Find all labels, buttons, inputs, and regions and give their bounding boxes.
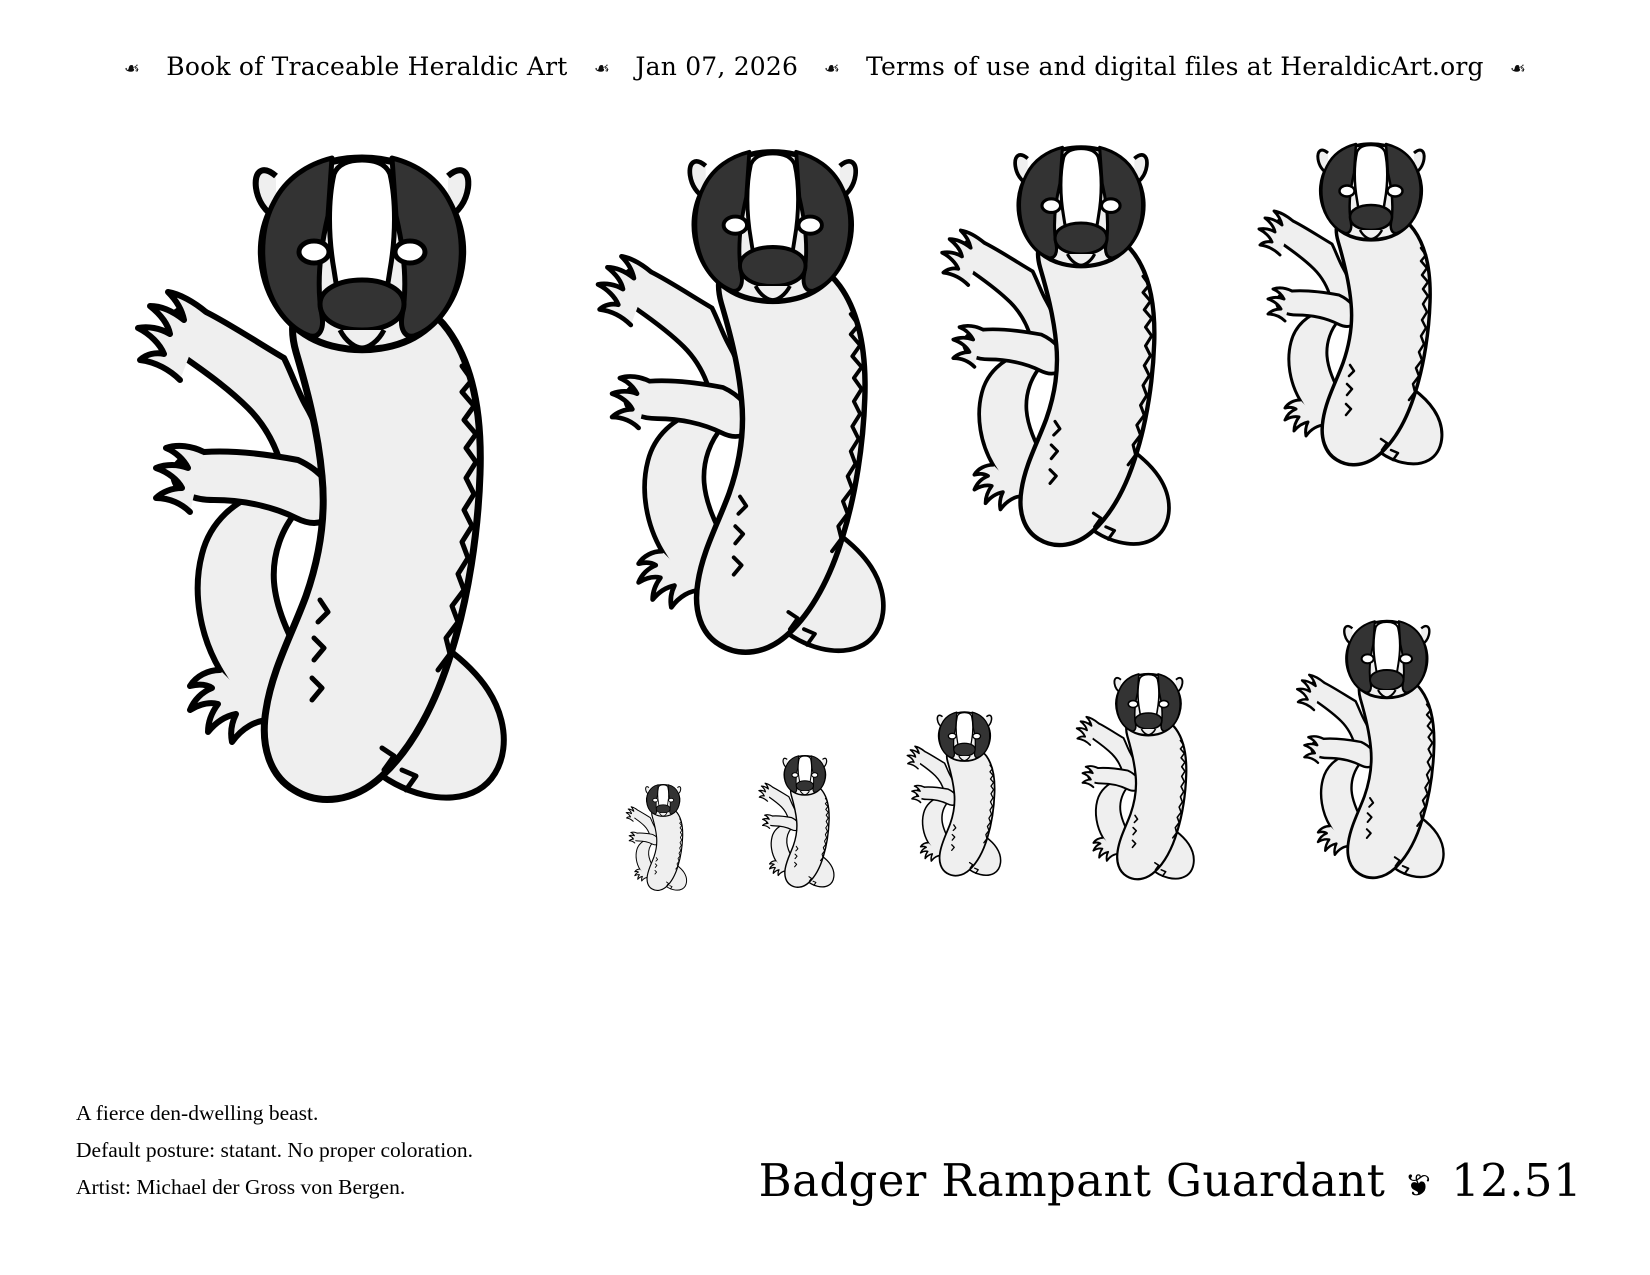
badger-figure-8 [745, 750, 843, 894]
badger-figure-3 [900, 130, 1198, 564]
header-date: Jan 07, 2026 [635, 52, 799, 81]
charge-title: Badger Rampant Guardant [758, 1154, 1386, 1207]
leaf-ornament-icon: ❧ [124, 58, 141, 80]
badger-figure-5 [1270, 610, 1462, 890]
terms-notice: Terms of use and digital files at HeraldicArt.org [866, 52, 1484, 81]
badger-figure-2 [545, 130, 919, 676]
page-header [0, 52, 1650, 81]
plate-number: 12.51 [1451, 1154, 1582, 1207]
leaf-ornament-icon: ❧ [1509, 58, 1526, 80]
leaf-ornament-icon: ❦ [1405, 1168, 1432, 1204]
leaf-ornament-icon: ❧ [593, 58, 610, 80]
note-line-3: Artist: Michael der Gross von Bergen. [76, 1174, 406, 1199]
note-line-1: A fierce den-dwelling beast. [76, 1101, 319, 1125]
leaf-ornament-icon: ❧ [824, 58, 841, 80]
badger-figure-9 [615, 780, 694, 896]
artwork-area [0, 110, 1650, 1010]
book-title: Book of Traceable Heraldic Art [166, 52, 568, 81]
badger-figure-4 [1225, 130, 1465, 480]
title-block [759, 1154, 1582, 1207]
note-line-2: Default posture: statant. No proper coloration. [76, 1137, 474, 1162]
badger-figure-1 [70, 130, 550, 830]
badger-figure-6 [1055, 665, 1209, 889]
artwork-notes [76, 1095, 473, 1206]
badger-figure-7 [890, 705, 1012, 884]
